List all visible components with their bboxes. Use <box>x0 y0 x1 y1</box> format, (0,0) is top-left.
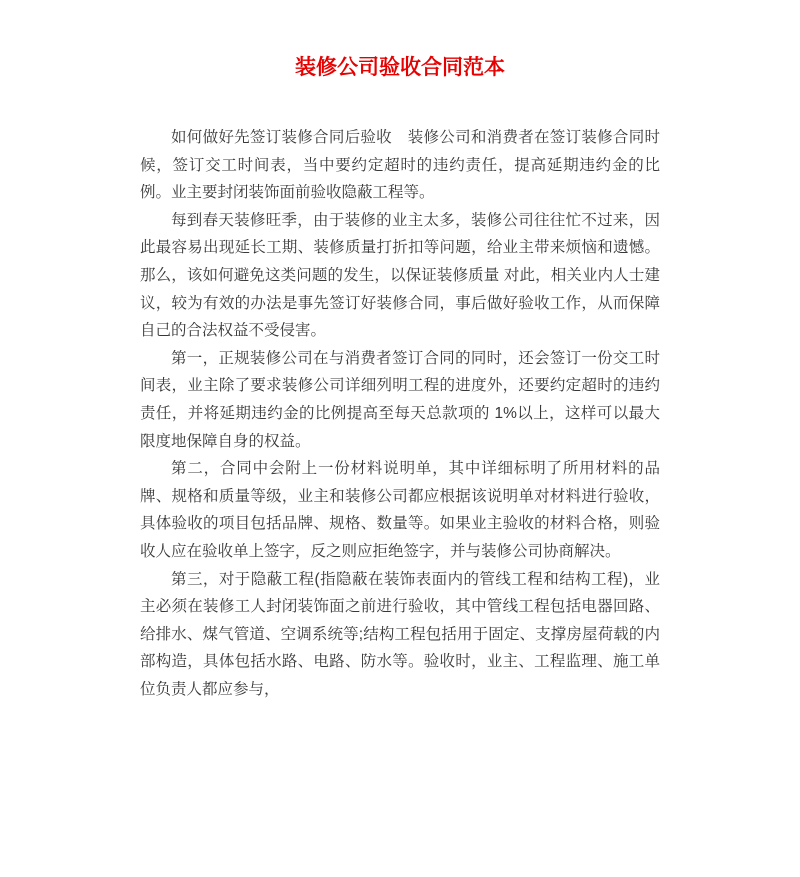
paragraph: 第三，对于隐蔽工程(指隐蔽在装饰表面内的管线工程和结构工程)，业主必须在装修工人封闭装饰面之前进行验收，其中管线工程包括电器回路、给排水、煤气管道、空调系统等;结构工程包括用于固定、支撑房屋荷载的内部构造，具体包括水路、电路、防水等。验收时，业主、工程监理、施工单位负责人都应参与， <box>140 570 660 698</box>
document-title: 装修公司验收合同范本 <box>295 56 505 79</box>
paragraph: 第一，正规装修公司在与消费者签订合同的同时，还会签订一份交工时间表，业主除了要求装修公司详细列明工程的进度外，还要约定超时的违约责任，并将延期违约金的比例提高至每天总款项的 1%以上，这样可以最大限度地保障自身的权益。 <box>140 349 660 450</box>
document-body <box>140 124 660 703</box>
paragraph: 第二，合同中会附上一份材料说明单，其中详细标明了所用材料的品牌、规格和质量等级，业主和装修公司都应根据该说明单对材料进行验收，具体验收的项目包括品牌、规格、数量等。如果业主验收的材料合格，则验收人应在验收单上签字，反之则应拒绝签字，并与装修公司协商解决。 <box>140 460 660 560</box>
paragraph: 每到春天装修旺季，由于装修的业主太多，装修公司往往忙不过来，因此最容易出现延长工期、装修质量打折扣等问题，给业主带来烦恼和遗憾。那么，该如何避免这类问题的发生，以保证装修质量 对此，相关业内人士建议，较为有效的办法是事先签订好装修合同，事后做好验收工作，从而保障自己的合法权益不受侵害。 <box>140 211 660 340</box>
paragraph: 如何做好先签订装修合同后验收 装修公司和消费者在签订装修合同时候，签订交工时间表，当中要约定超时的违约责任，提高延期违约金的比例。业主要封闭装饰面前验收隐蔽工程等。 <box>140 129 660 202</box>
